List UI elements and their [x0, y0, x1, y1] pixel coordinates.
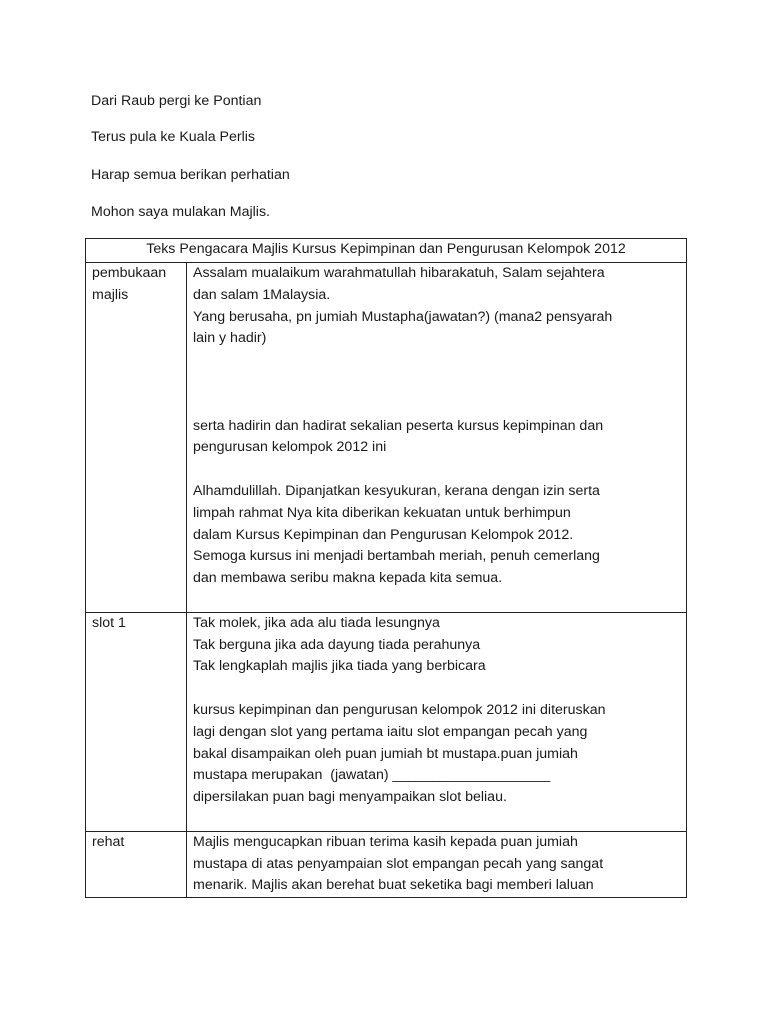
intro-line: Terus pula ke Kuala Perlis	[91, 129, 256, 145]
content-line: lain y hadir)	[193, 330, 267, 347]
section-content	[187, 612, 687, 831]
content-line: Yang berusaha, pn jumiah Mustapha(jawatan?) (mana2 pensyarah	[193, 308, 613, 325]
content-line: dipersilakan puan bagi menyampaikan slot beliau.	[193, 789, 507, 806]
content-line: dalam Kursus Kepimpinan dan Pengurusan Kelompok 2012.	[193, 526, 574, 543]
content-line: bakal disampaikan oleh puan jumiah bt mustapa.puan jumiah	[193, 745, 578, 762]
section-label	[86, 263, 187, 613]
section-label-line: rehat	[92, 833, 125, 850]
content-line	[193, 350, 680, 372]
content-line: Alhamdulillah. Dipanjatkan kesyukuran, kerana dengan izin serta	[193, 482, 600, 499]
intro-line: Mohon saya mulakan Majlis.	[91, 204, 270, 220]
content-line: Semoga kursus ini menjadi bertambah meriah, penuh cemerlang	[193, 548, 600, 565]
content-line: kursus kepimpinan dan pengurusan kelompok 2012 ini diteruskan	[193, 701, 606, 718]
content-line: pengurusan kelompok 2012 ini	[193, 439, 387, 456]
intro-line: Harap semua berikan perhatian	[91, 167, 290, 183]
content-line	[193, 809, 680, 831]
section-label-line: pembukaan	[92, 265, 167, 281]
table-row	[86, 612, 687, 831]
section-label	[86, 612, 187, 831]
table-row	[86, 263, 687, 613]
content-line: Tak berguna jika ada dayung tiada perahunya	[193, 636, 481, 653]
table-row	[86, 831, 687, 897]
content-line: Tak molek, jika ada alu tiada lesungnya	[193, 614, 440, 631]
content-line: limpah rahmat Nya kita diberikan kekuatan untuk berhimpun	[193, 504, 571, 521]
content-line: mustapa di atas penyampaian slot empangan pecah yang sangat	[193, 855, 604, 872]
content-line: Tak lengkaplah majlis jika tiada yang berbicara	[193, 658, 486, 675]
section-label-line: majlis	[92, 286, 129, 303]
content-line	[193, 590, 680, 612]
content-line	[193, 678, 680, 700]
content-line	[193, 372, 680, 394]
content-line: dan membawa seribu makna kepada kita semua.	[193, 570, 503, 587]
section-label-line: slot 1	[92, 614, 126, 631]
content-line: mustapa merupakan (jawatan) ____________________	[193, 767, 551, 784]
content-line: serta hadirin dan hadirat sekalian peserta kursus kepimpinan dan	[193, 417, 604, 434]
section-label	[86, 831, 187, 897]
content-line: lagi dengan slot yang pertama iaitu slot empangan pecah yang	[193, 723, 588, 740]
content-line	[193, 459, 680, 481]
content-line: menarik. Majlis akan berehat buat seketika bagi memberi laluan	[193, 877, 594, 894]
section-content	[187, 263, 687, 613]
content-line: Majlis mengucapkan ribuan terima kasih kepada puan jumiah	[193, 833, 578, 850]
content-line: dan salam 1Malaysia.	[193, 286, 331, 303]
table-title: Teks Pengacara Majlis Kursus Kepimpinan dan Pengurusan Kelompok 2012	[86, 239, 687, 263]
intro-line: Dari Raub pergi ke Pontian	[91, 93, 262, 109]
script-table	[85, 238, 687, 898]
content-line	[193, 394, 680, 416]
content-line: Assalam mualaikum warahmatullah hibarakatuh, Salam sejahtera	[193, 265, 605, 281]
section-content	[187, 831, 687, 897]
